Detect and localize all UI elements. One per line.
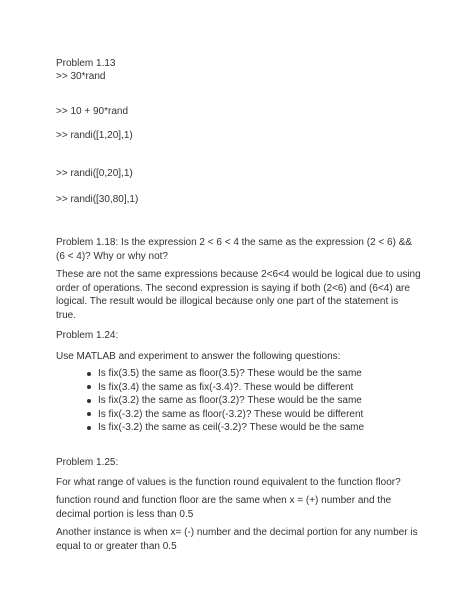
bullet-item [56,381,364,395]
problem-1-18-question: Problem 1.18: Is the expression 2 < 6 < 4 the same as the expression (2 < 6) && (6 < 4)? Why or why not? [56,237,413,262]
bullet-item [56,367,364,381]
problem-1-18-answer: These are not the same expressions because 2<6<4 would be logical due to using order of operations. The second expression is saying if both (2<6) and (6<4) are logical. The result would be illogical because only one part of the statement is true. [56,269,421,321]
problem-1-25-title: Problem 1.25: [56,457,119,468]
command-line: >> randi([1,20],1) [56,130,133,141]
bullet-text: Is fix(3.5) the same as floor(3.5)? These would be the same [98,368,362,379]
bullet-item [56,408,364,422]
bullet-dot-icon [87,426,91,430]
command-line: >> 10 + 90*rand [56,106,129,117]
bullet-text: Is fix(3.4) the same as fix(-3.4)?. These would be different [98,381,354,393]
problem-1-25-answer-2: Another instance is when x= (-) number and the decimal portion for any number is equal to or greater than 0.5 [56,527,418,552]
bullet-item [56,394,364,408]
problem-1-13-title: Problem 1.13 [56,58,116,69]
command-line: >> randi([30,80],1) [56,194,139,205]
bullet-item [56,421,364,435]
command-line: >> randi([0,20],1) [56,168,133,179]
bullet-text: Is fix(3.2) the same as floor(3.2)? These would be the same [98,395,362,406]
problem-1-25-answer-1: function round and function floor are the same when x = (+) number and the decimal portion is less than 0.5 [56,495,392,520]
bullet-text: Is fix(-3.2) the same as ceil(-3.2)? These would be the same [98,422,365,433]
bullet-text: Is fix(-3.2) the same as floor(-3.2)? These would be different [98,408,364,420]
bullet-dot-icon [87,399,91,403]
problem-1-24-bullet-list [56,367,364,435]
problem-1-25-question: For what range of values is the function round equivalent to the function floor? [56,477,401,488]
problem-1-24-intro: Use MATLAB and experiment to answer the following questions: [56,351,341,362]
bullet-dot-icon [87,372,91,376]
command-line: >> 30*rand [56,71,106,82]
bullet-dot-icon [87,385,91,389]
problem-1-24-title: Problem 1.24: [56,330,119,341]
bullet-dot-icon [87,412,91,416]
